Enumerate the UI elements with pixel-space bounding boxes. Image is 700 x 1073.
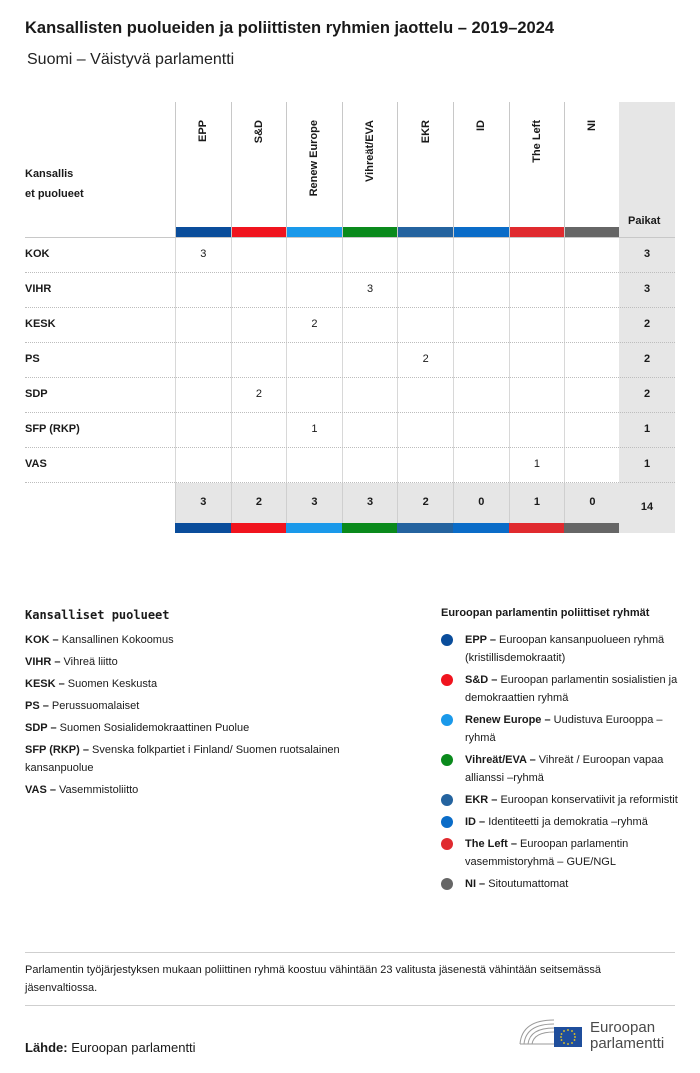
table-cell <box>286 273 342 308</box>
group-color-dot-icon <box>441 674 453 686</box>
table-cell <box>453 378 509 413</box>
table-cell <box>231 238 287 273</box>
column-header-5 <box>453 102 509 237</box>
seats-cell <box>619 448 675 483</box>
party-abbr: KOK – <box>25 634 62 646</box>
party-label: KOK <box>25 248 50 260</box>
table-cell <box>453 413 509 448</box>
political-group-item <box>441 791 681 809</box>
group-color-dot-icon <box>441 714 453 726</box>
seats-cell <box>619 308 675 343</box>
party-abbr: PS – <box>25 700 52 712</box>
party-label: VIHR <box>25 283 52 295</box>
total-seats-value: 14 <box>640 501 654 513</box>
table-cell <box>509 413 565 448</box>
table-cell <box>231 413 287 448</box>
column-color-bar <box>343 227 398 237</box>
table-row <box>25 342 675 377</box>
page-subtitle: Suomi – Väistyvä parlamentti <box>27 51 235 68</box>
national-party-item <box>25 631 395 649</box>
table-cell <box>564 448 620 483</box>
table-cell <box>564 308 620 343</box>
column-color-bar <box>176 227 231 237</box>
table-cell <box>286 238 342 273</box>
logo-line-2: parlamentti <box>590 1035 665 1052</box>
column-header-label: ID <box>475 120 488 131</box>
group-color-dot-icon <box>441 754 453 766</box>
table-cell <box>175 273 231 308</box>
parliament-emblem-icon <box>518 1014 586 1054</box>
group-abbr: S&D – <box>465 674 501 686</box>
national-parties-title: Kansalliset puolueet <box>25 608 170 622</box>
column-total <box>231 483 287 523</box>
table-cell <box>397 378 453 413</box>
table-cell <box>231 448 287 483</box>
column-total-value: 3 <box>311 496 318 508</box>
logo-text <box>590 1020 664 1052</box>
cell-value: 2 <box>422 353 429 365</box>
party-name: Suomen Keskusta <box>67 678 158 690</box>
column-color-bar <box>287 227 342 237</box>
party-name: Kansallinen Kokoomus <box>61 634 174 646</box>
seats-header-label: Paikat <box>628 215 661 227</box>
party-name: Vasemmistoliitto <box>59 784 139 796</box>
table-cell <box>175 308 231 343</box>
column-total-value: 2 <box>422 496 429 508</box>
table-cell <box>286 448 342 483</box>
party-name: Vihreä liitto <box>63 656 118 668</box>
table-cell <box>231 308 287 343</box>
column-color-bar <box>564 523 620 533</box>
political-group-item <box>441 671 681 707</box>
seats-cell <box>619 238 675 273</box>
party-abbr: KESK – <box>25 678 68 690</box>
table-cell <box>397 273 453 308</box>
table-cell <box>509 308 565 343</box>
group-color-dot-icon <box>441 838 453 850</box>
party-label: VAS <box>25 458 47 470</box>
column-total-value: 1 <box>533 496 540 508</box>
column-total-value: 0 <box>478 496 485 508</box>
table-cell <box>231 343 287 378</box>
table-cell <box>453 448 509 483</box>
political-group-item <box>441 835 681 871</box>
table-cell <box>342 238 398 273</box>
column-total <box>286 483 342 523</box>
table-cell <box>397 308 453 343</box>
column-header-1 <box>231 102 287 237</box>
table-cell <box>175 343 231 378</box>
cell-value: 3 <box>200 248 207 260</box>
column-color-bar <box>509 523 565 533</box>
party-abbr: VIHR – <box>25 656 64 668</box>
seats-value: 2 <box>643 388 651 400</box>
table-cell <box>397 448 453 483</box>
party-abbr: SDP – <box>25 722 60 734</box>
column-header-6 <box>509 102 565 237</box>
table-row <box>25 447 675 482</box>
table-cell <box>453 238 509 273</box>
source-label: Lähde: <box>25 1040 68 1055</box>
table-row <box>25 412 675 447</box>
divider <box>25 952 675 953</box>
table-cell <box>509 343 565 378</box>
column-header-4 <box>397 102 453 237</box>
group-abbr: The Left – <box>465 838 521 850</box>
column-header-0 <box>175 102 231 237</box>
table-cell <box>397 343 453 378</box>
column-color-bar <box>398 227 453 237</box>
group-name: Sitoutumattomat <box>488 878 569 890</box>
table-cell <box>175 378 231 413</box>
column-total-value: 0 <box>589 496 596 508</box>
table-cell <box>509 238 565 273</box>
source-line <box>25 1040 196 1055</box>
group-abbr: ID – <box>465 816 489 828</box>
table-cell <box>175 413 231 448</box>
table-cell <box>286 413 342 448</box>
column-total <box>397 483 453 523</box>
seats-value: 2 <box>643 318 651 330</box>
political-groups-title: Euroopan parlamentin poliittiset ryhmät <box>441 607 650 619</box>
seats-cell <box>619 273 675 308</box>
table-cell <box>509 273 565 308</box>
table-cell <box>564 273 620 308</box>
national-party-item <box>25 653 395 671</box>
group-abbr: EKR – <box>465 794 501 806</box>
table-row <box>25 377 675 412</box>
group-abbr: Renew Europe – <box>465 714 554 726</box>
cell-value: 1 <box>311 423 318 435</box>
total-seats <box>619 483 675 533</box>
table-cell <box>453 343 509 378</box>
national-parties-list <box>25 631 395 803</box>
group-color-dot-icon <box>441 794 453 806</box>
seats-header <box>619 102 675 237</box>
seats-value: 1 <box>643 458 651 470</box>
group-name: Vihreät / Euroopan vapaa allianssi –ryhmä <box>465 754 664 784</box>
table-cell <box>286 343 342 378</box>
party-label: SDP <box>25 388 48 400</box>
table-cell <box>453 273 509 308</box>
political-group-item <box>441 631 681 667</box>
footnote: Parlamentin työjärjestyksen mukaan poliittinen ryhmä koostuu vähintään 23 valitusta jäsenestä vähintään seitsemässä jäsenvaltiossa. <box>25 964 601 994</box>
national-party-item <box>25 741 395 777</box>
national-party-item <box>25 781 395 799</box>
table-cell <box>564 413 620 448</box>
table-cell <box>397 413 453 448</box>
column-color-bar <box>232 227 287 237</box>
party-name: Suomen Sosialidemokraattinen Puolue <box>59 722 250 734</box>
group-abbr: EPP – <box>465 634 500 646</box>
national-party-item <box>25 697 395 715</box>
table-cell <box>509 448 565 483</box>
column-color-bar <box>454 227 509 237</box>
political-group-item <box>441 875 681 893</box>
column-total <box>453 483 509 523</box>
table-cell <box>175 448 231 483</box>
table-cell <box>175 238 231 273</box>
column-header-label: EKR <box>419 120 432 144</box>
political-group-item <box>441 751 681 787</box>
column-total <box>175 483 231 523</box>
column-color-bar <box>565 227 620 237</box>
party-abbr: SFP (RKP) – <box>25 744 93 756</box>
seats-value: 3 <box>643 248 651 260</box>
cell-value: 3 <box>367 283 374 295</box>
column-total <box>564 483 620 523</box>
group-color-dot-icon <box>441 878 453 890</box>
group-abbr: Vihreät/EVA – <box>465 754 539 766</box>
totals-row <box>25 482 675 532</box>
table-cell <box>342 273 398 308</box>
cell-value: 2 <box>255 388 262 400</box>
group-name: Euroopan parlamentin sosialistien ja demokraattien ryhmä <box>465 674 678 704</box>
group-name: Euroopan kansanpuolueen ryhmä (kristillisdemokraatit) <box>465 634 665 664</box>
column-header-label: Renew Europe <box>308 120 321 197</box>
column-total-value: 3 <box>200 496 207 508</box>
group-name: Euroopan konservatiivit ja reformistit <box>500 794 678 806</box>
political-group-item <box>441 813 681 831</box>
party-name: Perussuomalaiset <box>51 700 140 712</box>
source-value: Euroopan parlamentti <box>71 1040 196 1055</box>
column-color-bar <box>231 523 287 533</box>
cell-value: 2 <box>311 318 318 330</box>
table-cell <box>564 238 620 273</box>
divider <box>25 1005 675 1006</box>
table-cell <box>564 343 620 378</box>
column-header-label: The Left <box>530 120 543 163</box>
table-row <box>25 307 675 342</box>
table-cell <box>453 308 509 343</box>
column-header-2 <box>286 102 342 237</box>
table-row <box>25 272 675 307</box>
national-party-item <box>25 719 395 737</box>
table-cell <box>342 378 398 413</box>
column-color-bar <box>510 227 565 237</box>
party-label: PS <box>25 353 40 365</box>
column-color-bar <box>397 523 453 533</box>
table-cell <box>286 308 342 343</box>
group-name: Uudistuva Eurooppa –ryhmä <box>465 714 663 744</box>
row-header-label: Kansallis et puolueet <box>25 168 84 200</box>
party-label: KESK <box>25 318 56 330</box>
table-cell <box>231 378 287 413</box>
party-name: Svenska folkpartiet i Finland/ Suomen ruotsalainen kansanpuolue <box>25 744 340 774</box>
table-cell <box>342 308 398 343</box>
column-color-bar <box>453 523 509 533</box>
party-abbr: VAS – <box>25 784 60 796</box>
seats-cell <box>619 413 675 448</box>
logo-line-1: Euroopan <box>590 1019 656 1036</box>
table-row <box>25 237 675 272</box>
table-cell <box>397 238 453 273</box>
seats-cell <box>619 343 675 378</box>
column-header-label: NI <box>586 120 599 131</box>
column-total <box>509 483 565 523</box>
column-color-bar <box>175 523 231 533</box>
national-party-item <box>25 675 395 693</box>
table-cell <box>564 378 620 413</box>
table-cell <box>342 413 398 448</box>
european-parliament-logo <box>518 1014 678 1054</box>
column-header-label: Vihreät/EVA <box>364 120 377 182</box>
cell-value: 1 <box>533 458 540 470</box>
column-total-value: 2 <box>255 496 262 508</box>
table-cell <box>286 378 342 413</box>
table-cell <box>342 448 398 483</box>
seats-cell <box>619 378 675 413</box>
political-group-item <box>441 711 681 747</box>
group-name: Euroopan parlamentin vasemmistoryhmä – GUE/NGL <box>465 838 629 868</box>
seats-value: 2 <box>643 353 651 365</box>
table-cell <box>509 378 565 413</box>
column-header-7 <box>564 102 620 237</box>
column-color-bar <box>342 523 398 533</box>
political-groups-list <box>441 631 681 897</box>
seats-value: 3 <box>643 283 651 295</box>
party-label: SFP (RKP) <box>25 423 80 435</box>
page-title: Kansallisten puolueiden ja poliittisten ryhmien jaottelu – 2019–2024 <box>25 19 555 37</box>
seats-value: 1 <box>643 423 651 435</box>
table-cell <box>231 273 287 308</box>
column-header-3 <box>342 102 398 237</box>
column-header-label: EPP <box>197 120 210 143</box>
column-total <box>342 483 398 523</box>
column-header-label: S&D <box>252 120 265 144</box>
column-color-bar <box>286 523 342 533</box>
group-name: Identiteetti ja demokratia –ryhmä <box>488 816 648 828</box>
group-abbr: NI – <box>465 878 489 890</box>
table-cell <box>342 343 398 378</box>
group-color-dot-icon <box>441 816 453 828</box>
group-color-dot-icon <box>441 634 453 646</box>
seat-distribution-table <box>25 102 675 534</box>
column-total-value: 3 <box>367 496 374 508</box>
